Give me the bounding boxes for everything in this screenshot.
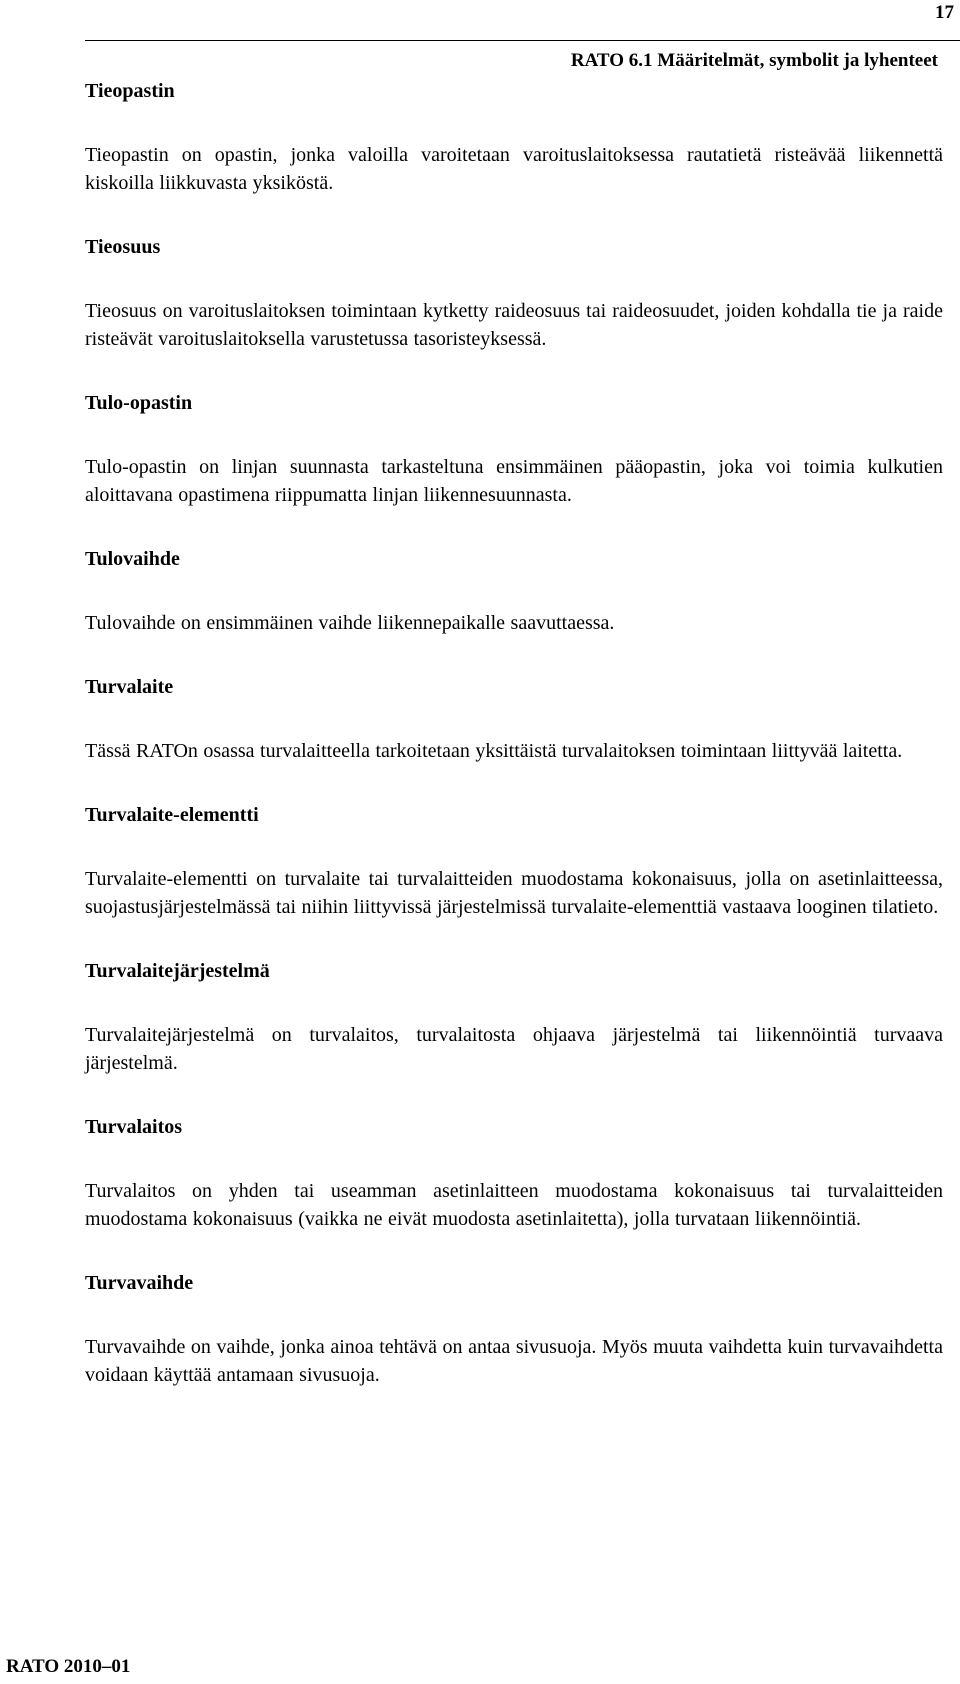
term-heading: Tieosuus: [85, 236, 161, 258]
term-definition: Tulo-opastin on linjan suunnasta tarkasteltuna ensimmäinen pääopastin, joka voi toimia kulkutien aloittavana opastimena riippumatta linjan liikennesuunnasta.: [85, 456, 943, 506]
term-heading: Tulovaihde: [85, 548, 180, 570]
header-rule: [85, 40, 960, 41]
term-definition: Turvalaitejärjestelmä on turvalaitos, turvalaitosta ohjaava järjestelmä tai liikennöintiä turvaava järjestelmä.: [85, 1024, 943, 1074]
term-heading: Turvavaihde: [85, 1272, 194, 1294]
term-definition: Tässä RATOn osassa turvalaitteella tarkoitetaan yksittäistä turvalaitoksen toimintaan liittyvää laitetta.: [85, 740, 903, 762]
term-heading: Turvalaite: [85, 676, 174, 698]
term-definition: Tieopastin on opastin, jonka valoilla varoitetaan varoituslaitoksessa rautatietä risteävää liikennettä kiskoilla liikkuvasta yksiköstä.: [85, 144, 943, 194]
page-number: 17: [935, 2, 954, 23]
term-heading: Turvalaitejärjestelmä: [85, 960, 270, 982]
term-definition: Turvalaitos on yhden tai useamman asetinlaitteen muodostama kokonaisuus tai turvalaitteiden muodostama kokonaisuus (vaikka ne eivät muodosta asetinlaitetta), jolla turvataan liikennöintiä.: [85, 1180, 943, 1230]
term-definition: Turvalaite-elementti on turvalaite tai turvalaitteiden muodostama kokonaisuus, jolla on asetinlaitteessa, suojastusjärjestelmässä tai niihin liittyvissä järjestelmissä turvalaite-elementtiä vastaava looginen tilatieto.: [85, 868, 943, 918]
term-heading: Turvalaitos: [85, 1116, 183, 1138]
term-definition: Tulovaihde on ensimmäinen vaihde liikennepaikalle saavuttaessa.: [85, 612, 615, 634]
running-header: RATO 6.1 Määritelmät, symbolit ja lyhenteet: [570, 50, 938, 71]
term-definition: Turvavaihde on vaihde, jonka ainoa tehtävä on antaa sivusuoja. Myös muuta vaihdetta kuin turvavaihdetta voidaan käyttää antamaan sivusuoja.: [85, 1336, 943, 1386]
term-definition: Tieosuus on varoituslaitoksen toimintaan kytketty raideosuus tai raideosuudet, joiden kohdalla tie ja raide risteävät varoituslaitoksella varustetussa tasoristeyksessä.: [85, 300, 943, 350]
term-heading: Turvalaite-elementti: [85, 804, 259, 826]
term-heading: Tulo-opastin: [85, 392, 193, 414]
page-footer: RATO 2010–01: [6, 1656, 131, 1677]
document-body: [85, 68, 943, 1416]
term-heading: Tieopastin: [85, 80, 175, 102]
